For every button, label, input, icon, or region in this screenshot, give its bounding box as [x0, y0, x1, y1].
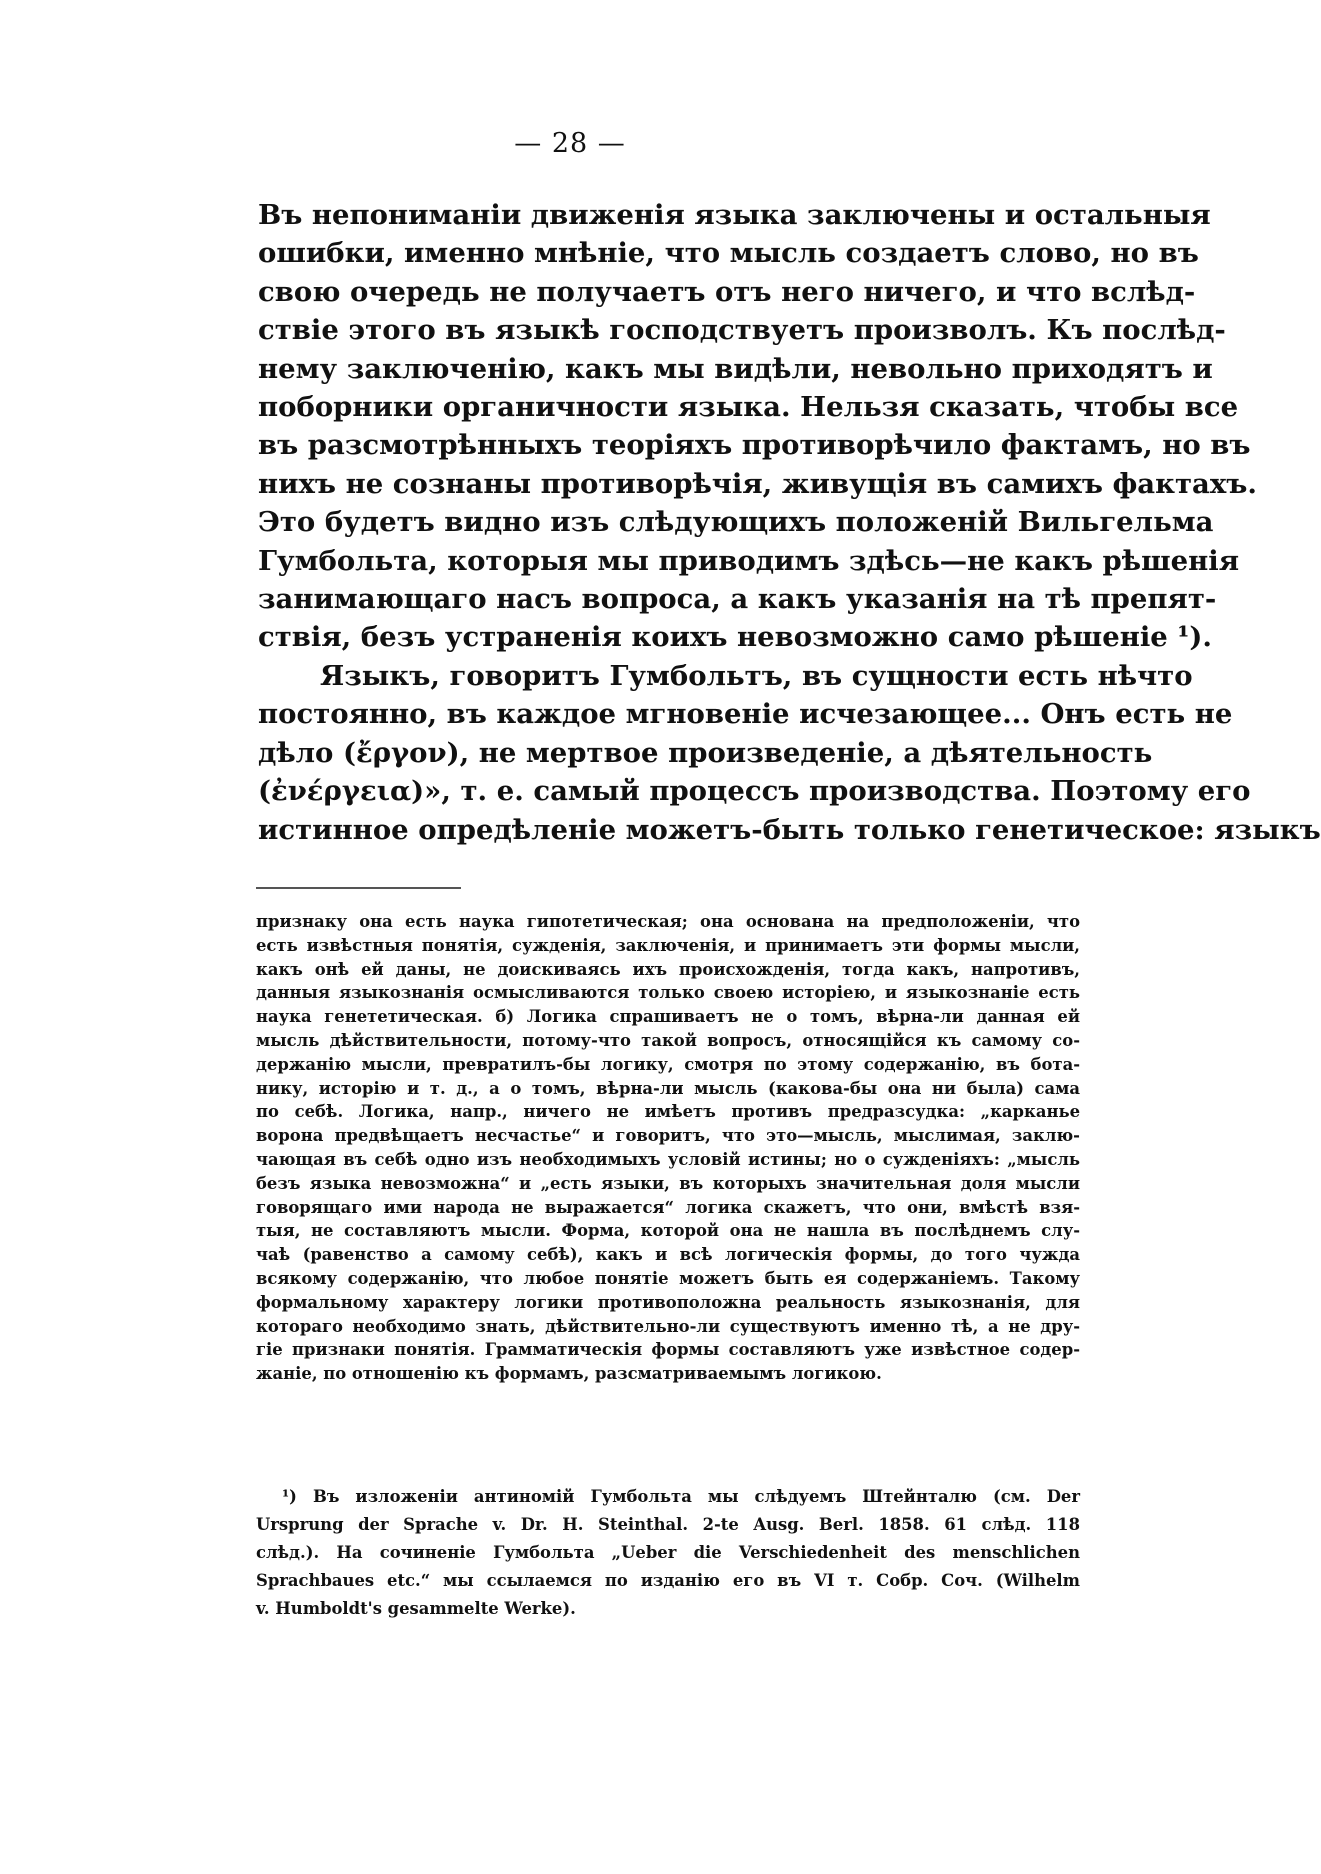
footnote-line: наука генететическая. б) Логика спрашиваетъ не о томъ, вѣрна-ли данная ей — [256, 1007, 1080, 1027]
text-line: ствія, безъ устраненія коихъ невозможно само рѣшеніе ¹). — [258, 621, 1212, 654]
text-line: въ разсмотрѣнныхъ теоріяхъ противорѣчило фактамъ, но въ — [258, 429, 1251, 462]
footnote-line: Ursprung der Sprache v. Dr. H. Steinthal. 2-te Ausg. Berl. 1858. 61 слѣд. 118 — [256, 1515, 1080, 1534]
footnote-line: ворона предвѣщаетъ несчастье“ и говоритъ, что это—мысль, мыслимая, заклю- — [256, 1126, 1080, 1146]
text-line: истинное опредѣленіе можетъ-быть только генетическое: языкъ — [258, 813, 1321, 846]
footnote-line: ¹) Въ изложеніи антиномій Гумбольта мы слѣдуемъ Штейнталю (см. Der — [282, 1487, 1080, 1506]
text-line: (ἐνέργεια)», т. е. самый процессъ производства. Поэтому его — [258, 775, 1251, 808]
footnote-line: безъ языка невозможна“ и „есть языки, въ которыхъ значительная доля мысли — [256, 1173, 1080, 1193]
footnote-1 — [256, 1483, 1080, 1623]
text-line: нихъ не сознаны противорѣчія, живущія въ самихъ фактахъ. — [258, 467, 1257, 500]
text-line: нему заключенію, какъ мы видѣли, невольно приходятъ и — [258, 352, 1213, 385]
footnote-line: признаку она есть наука гипотетическая; она основана на предположеніи, что — [256, 912, 1080, 931]
text-line: постоянно, въ каждое мгновеніе исчезающее... Онъ есть не — [258, 698, 1233, 731]
footnote-line: чающая въ себѣ одно изъ необходимыхъ условій истины; но о сужденіяхъ: „мысль — [256, 1149, 1080, 1169]
text-line: свою очередь не получаетъ отъ него ничего, и что вслѣд- — [258, 275, 1196, 308]
text-line: ошибки, именно мнѣніе, что мысль создаетъ слово, но въ — [258, 237, 1199, 270]
text-line: Языкъ, говоритъ Гумбольтъ, въ сущности есть нѣчто — [320, 659, 1193, 692]
footnote-line: по себѣ. Логика, напр., ничего не имѣетъ противъ предразсудка: „карканье — [256, 1102, 1080, 1122]
footnote-line: тыя, не составляютъ мысли. Форма, которой она не нашла въ послѣднемъ слу- — [256, 1221, 1080, 1241]
main-text-block — [258, 196, 1321, 849]
footnote-line: чаѣ (равенство а самому себѣ), какъ и всѣ логическія формы, до того чужда — [256, 1245, 1080, 1265]
text-line: занимающаго насъ вопроса, а какъ указанія на тѣ препят- — [258, 583, 1217, 616]
text-line: поборники органичности языка. Нельзя сказать, чтобы все — [258, 391, 1239, 424]
text-line: ствіе этого въ языкѣ господствуетъ произволъ. Къ послѣд- — [258, 314, 1226, 347]
footnote-line: нику, исторію и т. д., а о томъ, вѣрна-ли мысль (какова-бы она ни была) сама — [256, 1078, 1080, 1098]
text-line: Въ непониманіи движенія языка заключены и остальныя — [258, 199, 1211, 231]
footnote-separator — [256, 887, 461, 889]
footnote-line: есть извѣстныя понятія, сужденія, заключенія, и принимаетъ эти формы мысли, — [256, 935, 1080, 955]
text-line: Гумбольта, которыя мы приводимъ здѣсь—не какъ рѣшенія — [258, 544, 1240, 577]
footnote-line: держанію мысли, превратилъ-бы логику, смотря по этому содержанію, въ бота- — [256, 1054, 1080, 1074]
footnote-line: данныя языкознанія осмысливаются только своею исторіею, и языкознаніе есть — [256, 983, 1080, 1003]
footnote-line: формальному характеру логики противоположна реальность языкознанія, для — [256, 1292, 1080, 1312]
text-line: дѣло (ἔργον), не мертвое произведеніе, а дѣятельность — [258, 736, 1153, 769]
footnote-line: котораго необходимо знать, дѣйствительно-ли существуютъ именно тѣ, а не дру- — [256, 1316, 1080, 1336]
text-line: Это будетъ видно изъ слѣдующихъ положеній Вильгельма — [258, 506, 1214, 539]
footnote-line: v. Humboldt's gesammelte Werke). — [256, 1599, 576, 1618]
footnote-line: жаніе, по отношенію къ формамъ, разсматриваемымъ логикою. — [256, 1364, 882, 1384]
footnote-line: слѣд.). На сочиненіе Гумбольта „Ueber die Verschiedenheit des menschlichen — [256, 1543, 1080, 1562]
footnote-line: мысль дѣйствительности, потому-что такой вопросъ, относящійся къ самому со- — [256, 1030, 1080, 1050]
page-number: — 28 — — [514, 128, 626, 159]
footnote-line: говорящаго ими народа не выражается“ логика скажетъ, что они, вмѣстѣ взя- — [256, 1197, 1080, 1217]
footnote-line: всякому содержанію, что любое понятіе можетъ быть ея содержаніемъ. Такому — [256, 1268, 1080, 1288]
footnote-line: какъ онѣ ей даны, не доискиваясь ихъ происхожденія, тогда какъ, напротивъ, — [256, 959, 1080, 979]
footnote-line: гіе признаки понятія. Грамматическія формы составляютъ уже извѣстное содер- — [256, 1340, 1080, 1360]
footnote-continuation — [256, 910, 1080, 1386]
footnote-line: Sprachbaues etc.“ мы ссылаемся по изданію его въ VI т. Собр. Соч. (Wilhelm — [256, 1571, 1080, 1590]
